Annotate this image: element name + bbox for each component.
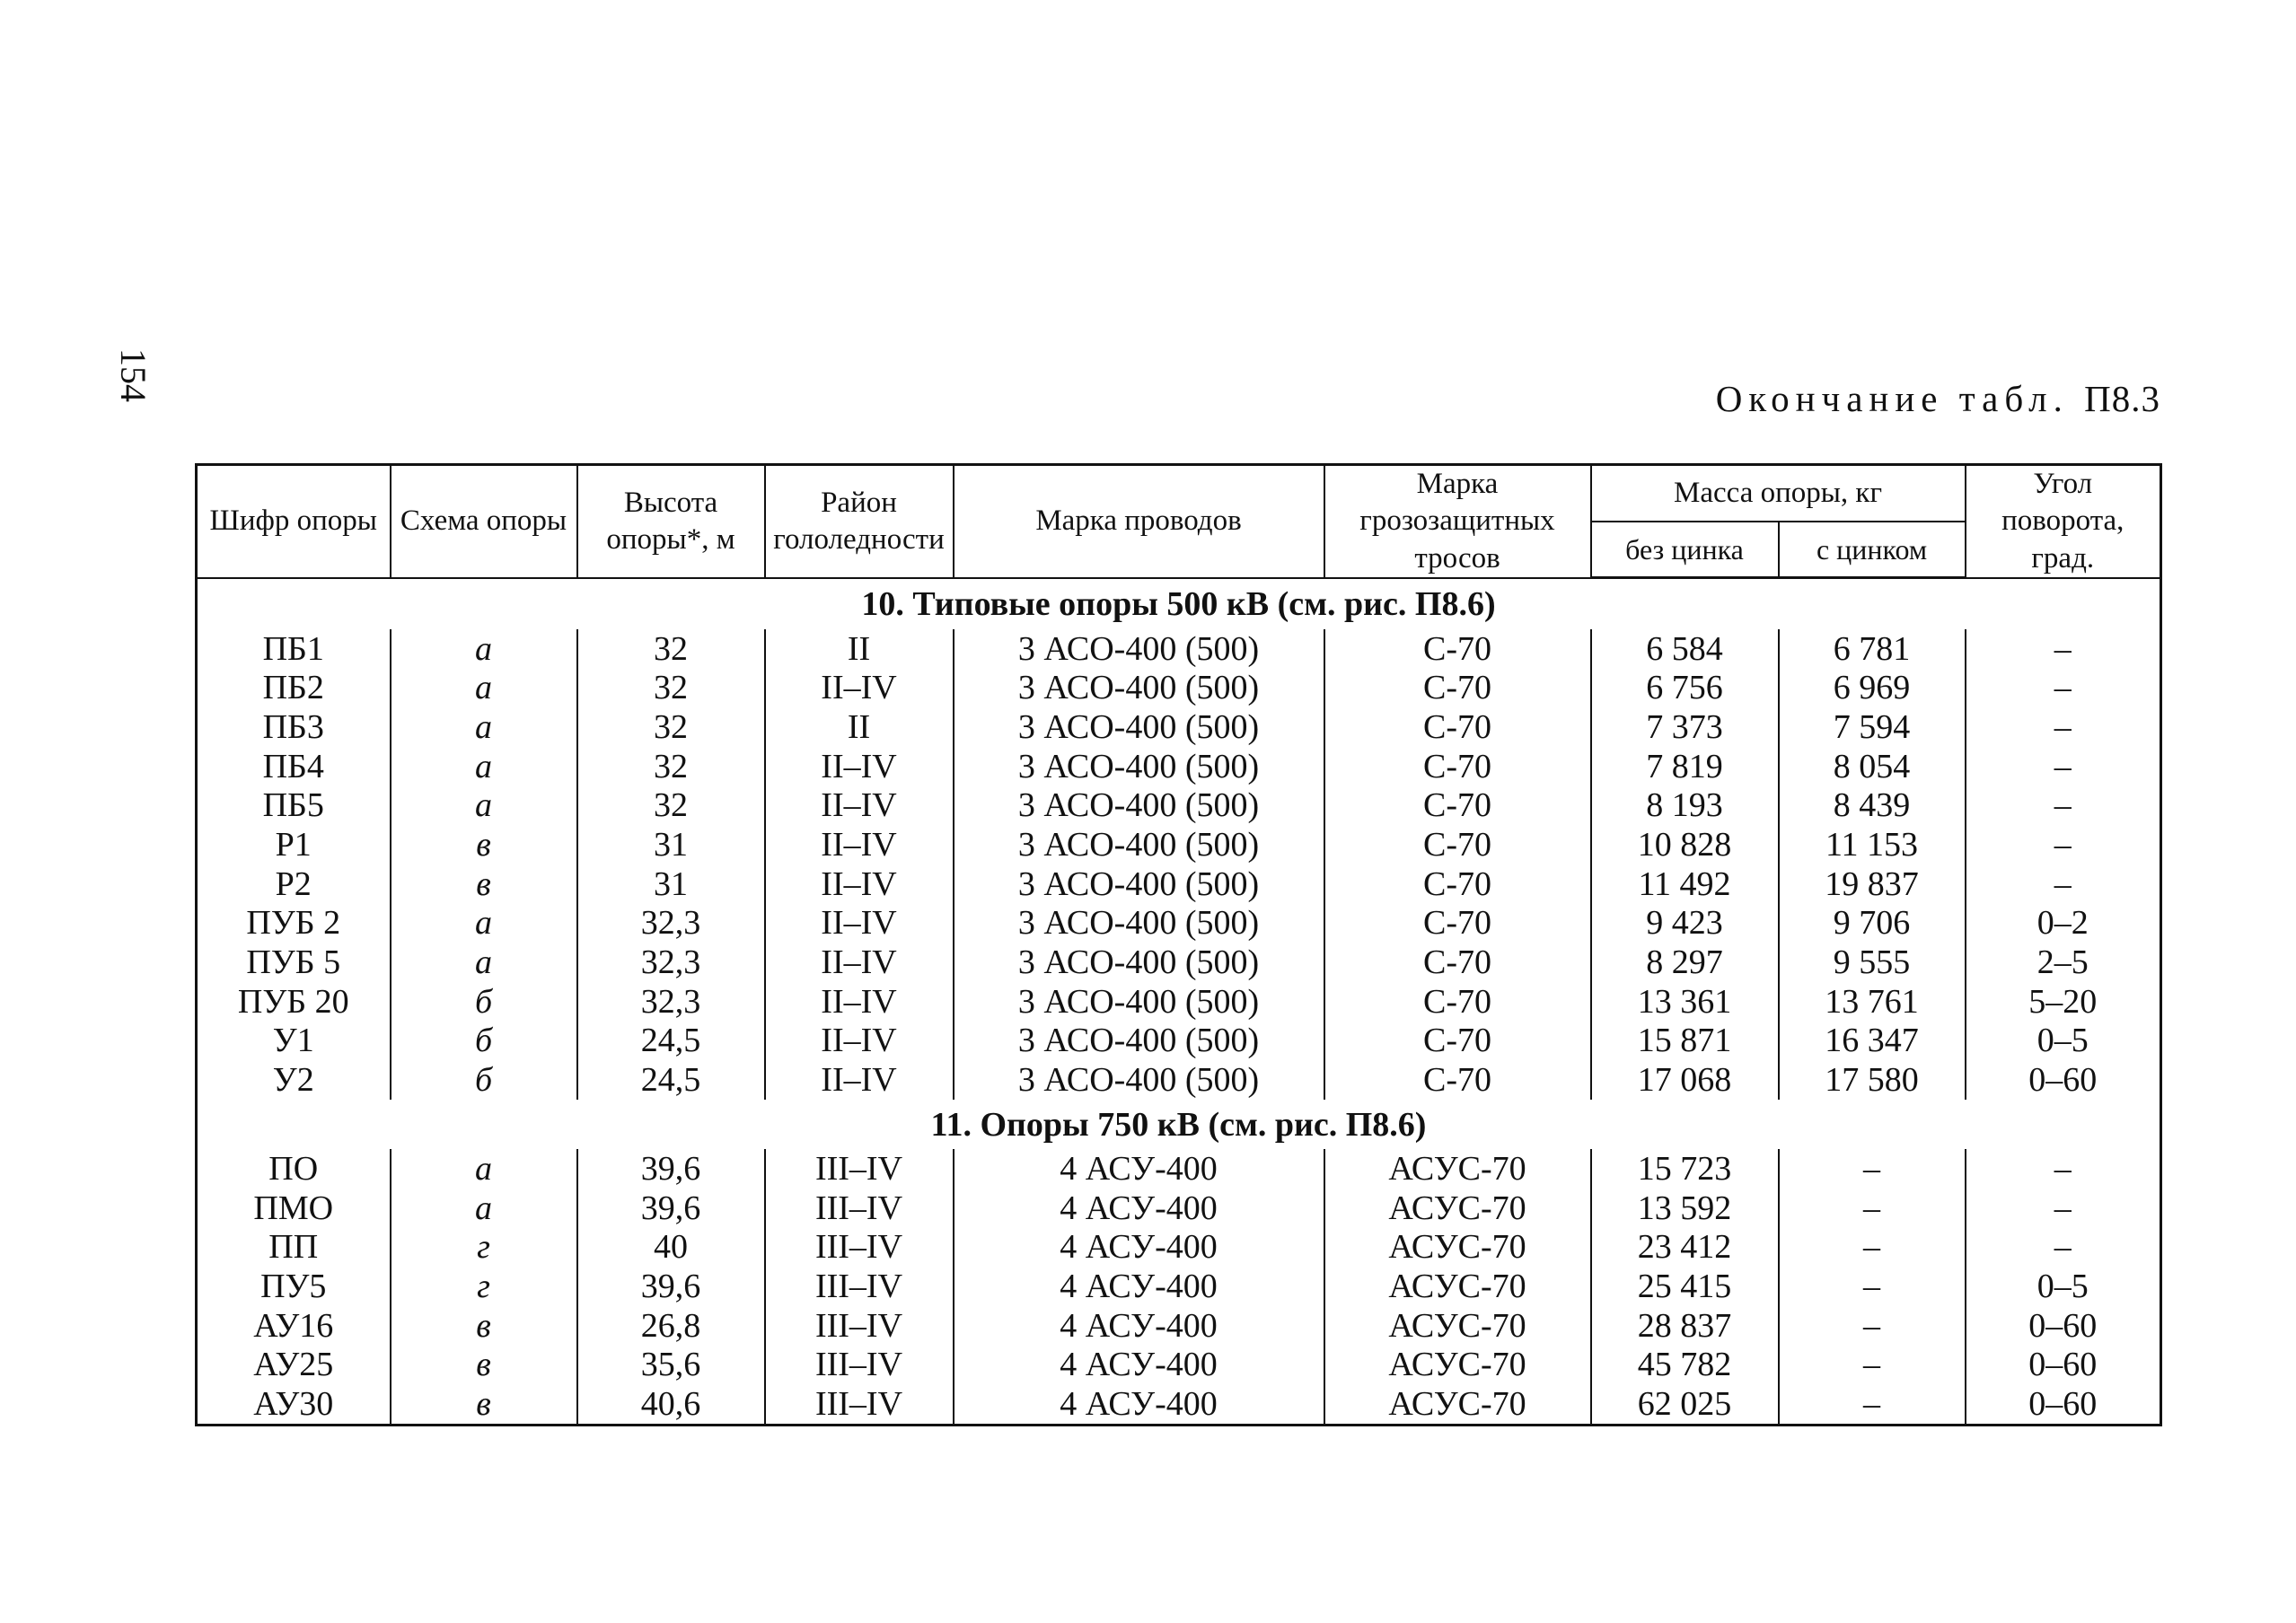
cell-ice-region: II	[765, 707, 954, 747]
cell-angle: –	[1966, 629, 2161, 669]
cell-height: 40,6	[577, 1384, 765, 1426]
cell-wire: 3 АСО-400 (500)	[954, 629, 1324, 669]
cell-mass-no-zinc: 62 025	[1591, 1384, 1779, 1426]
cell-angle: 0–60	[1966, 1384, 2161, 1426]
cell-wire: 3 АСО-400 (500)	[954, 1021, 1324, 1060]
cell-mass-no-zinc: 6 584	[1591, 629, 1779, 669]
cell-angle: –	[1966, 1228, 2161, 1268]
header-scheme: Схема опоры	[391, 465, 577, 578]
header-mass-no-zinc: без цинка	[1591, 522, 1779, 578]
cell-wire: 4 АСУ-400	[954, 1306, 1324, 1346]
cell-height: 32,3	[577, 903, 765, 943]
cell-ice-region: III–IV	[765, 1189, 954, 1228]
cell-ice-region: II–IV	[765, 668, 954, 707]
table-row	[197, 668, 2161, 707]
cell-height: 32	[577, 747, 765, 786]
cell-ice-region: II–IV	[765, 903, 954, 943]
cell-scheme: а	[391, 785, 577, 825]
cell-angle: –	[1966, 668, 2161, 707]
cell-ground-wire: С-70	[1324, 943, 1591, 982]
cell-mass-no-zinc: 13 361	[1591, 982, 1779, 1022]
cell-code: ПМО	[197, 1189, 391, 1228]
cell-ground-wire: АСУС-70	[1324, 1149, 1591, 1189]
table-row	[197, 943, 2161, 982]
cell-code: У1	[197, 1021, 391, 1060]
cell-wire: 3 АСО-400 (500)	[954, 825, 1324, 864]
cell-angle: 0–60	[1966, 1346, 2161, 1385]
cell-height: 24,5	[577, 1060, 765, 1100]
cell-mass-zinc: 9 706	[1779, 903, 1966, 943]
cell-mass-no-zinc: 23 412	[1591, 1228, 1779, 1268]
cell-code: ПБ5	[197, 785, 391, 825]
table-caption-number: П8.3	[2084, 378, 2160, 419]
cell-ground-wire: С-70	[1324, 707, 1591, 747]
table-row	[197, 825, 2161, 864]
cell-scheme: а	[391, 707, 577, 747]
section-title: 10. Типовые опоры 500 кВ (см. рис. П8.6)	[861, 585, 1496, 623]
cell-mass-zinc: –	[1779, 1384, 1966, 1426]
cell-code: ПБ1	[197, 629, 391, 669]
cell-scheme: б	[391, 1060, 577, 1100]
cell-ground-wire: С-70	[1324, 982, 1591, 1022]
cell-code: ПУБ 20	[197, 982, 391, 1022]
cell-height: 31	[577, 864, 765, 904]
cell-ice-region: III–IV	[765, 1306, 954, 1346]
supports-table	[195, 463, 2162, 1426]
cell-angle: 0–5	[1966, 1021, 2161, 1060]
cell-code: АУ16	[197, 1306, 391, 1346]
cell-code: ПУБ 2	[197, 903, 391, 943]
cell-angle: 5–20	[1966, 982, 2161, 1022]
cell-mass-zinc: 17 580	[1779, 1060, 1966, 1100]
cell-height: 32,3	[577, 943, 765, 982]
cell-wire: 4 АСУ-400	[954, 1149, 1324, 1189]
cell-wire: 3 АСО-400 (500)	[954, 668, 1324, 707]
cell-angle: 0–2	[1966, 903, 2161, 943]
cell-scheme: а	[391, 1149, 577, 1189]
cell-ground-wire: АСУС-70	[1324, 1384, 1591, 1426]
cell-mass-no-zinc: 7 373	[1591, 707, 1779, 747]
cell-code: АУ25	[197, 1346, 391, 1385]
cell-mass-zinc: 16 347	[1779, 1021, 1966, 1060]
cell-ground-wire: С-70	[1324, 1021, 1591, 1060]
table-row	[197, 864, 2161, 904]
cell-height: 35,6	[577, 1346, 765, 1385]
header-angle: Угол поворота, град.	[1966, 465, 2161, 578]
cell-angle: –	[1966, 785, 2161, 825]
cell-wire: 3 АСО-400 (500)	[954, 1060, 1324, 1100]
cell-wire: 3 АСО-400 (500)	[954, 864, 1324, 904]
table-header	[197, 465, 2161, 578]
cell-wire: 3 АСО-400 (500)	[954, 747, 1324, 786]
table-row	[197, 1021, 2161, 1060]
cell-scheme: а	[391, 1189, 577, 1228]
cell-mass-zinc: –	[1779, 1267, 1966, 1306]
table-row	[197, 1149, 2161, 1189]
cell-code: ПУ5	[197, 1267, 391, 1306]
cell-ground-wire: АСУС-70	[1324, 1306, 1591, 1346]
cell-ice-region: II–IV	[765, 785, 954, 825]
cell-height: 31	[577, 825, 765, 864]
cell-wire: 4 АСУ-400	[954, 1384, 1324, 1426]
header-wire: Марка проводов	[954, 465, 1324, 578]
table-body	[197, 578, 2161, 1426]
cell-wire: 3 АСО-400 (500)	[954, 785, 1324, 825]
cell-mass-zinc: 8 439	[1779, 785, 1966, 825]
cell-ice-region: III–IV	[765, 1149, 954, 1189]
cell-scheme: а	[391, 629, 577, 669]
cell-scheme: в	[391, 864, 577, 904]
cell-angle: –	[1966, 1189, 2161, 1228]
cell-height: 40	[577, 1228, 765, 1268]
cell-code: ПО	[197, 1149, 391, 1189]
cell-ground-wire: С-70	[1324, 864, 1591, 904]
cell-ice-region: II	[765, 629, 954, 669]
cell-code: ПБ3	[197, 707, 391, 747]
table-row	[197, 1267, 2161, 1306]
cell-height: 32	[577, 785, 765, 825]
cell-ground-wire: С-70	[1324, 1060, 1591, 1100]
table-row	[197, 982, 2161, 1022]
cell-code: Р2	[197, 864, 391, 904]
cell-ice-region: II–IV	[765, 864, 954, 904]
cell-angle: 0–60	[1966, 1306, 2161, 1346]
cell-ground-wire: АСУС-70	[1324, 1189, 1591, 1228]
cell-wire: 3 АСО-400 (500)	[954, 982, 1324, 1022]
cell-scheme: а	[391, 747, 577, 786]
header-mass-zinc: с цинком	[1779, 522, 1966, 578]
cell-mass-no-zinc: 15 871	[1591, 1021, 1779, 1060]
cell-ground-wire: АСУС-70	[1324, 1267, 1591, 1306]
cell-mass-no-zinc: 8 193	[1591, 785, 1779, 825]
cell-height: 39,6	[577, 1267, 765, 1306]
cell-height: 32	[577, 629, 765, 669]
table-row	[197, 1306, 2161, 1346]
cell-ground-wire: С-70	[1324, 629, 1591, 669]
cell-code: Р1	[197, 825, 391, 864]
cell-ground-wire: С-70	[1324, 825, 1591, 864]
cell-scheme: в	[391, 1346, 577, 1385]
page-number: 154	[113, 348, 154, 402]
cell-ground-wire: АСУС-70	[1324, 1228, 1591, 1268]
cell-mass-no-zinc: 17 068	[1591, 1060, 1779, 1100]
table-row	[197, 747, 2161, 786]
cell-scheme: а	[391, 943, 577, 982]
cell-angle: –	[1966, 864, 2161, 904]
cell-ground-wire: АСУС-70	[1324, 1346, 1591, 1385]
cell-mass-no-zinc: 28 837	[1591, 1306, 1779, 1346]
cell-mass-zinc: 19 837	[1779, 864, 1966, 904]
cell-scheme: г	[391, 1267, 577, 1306]
cell-code: ПП	[197, 1228, 391, 1268]
table-row	[197, 1228, 2161, 1268]
cell-mass-no-zinc: 8 297	[1591, 943, 1779, 982]
cell-code: ПБ2	[197, 668, 391, 707]
table-caption	[1716, 377, 2160, 420]
cell-mass-zinc: –	[1779, 1346, 1966, 1385]
cell-mass-no-zinc: 9 423	[1591, 903, 1779, 943]
cell-mass-zinc: –	[1779, 1306, 1966, 1346]
cell-mass-no-zinc: 25 415	[1591, 1267, 1779, 1306]
section-row	[197, 578, 2161, 629]
cell-angle: –	[1966, 707, 2161, 747]
table-row	[197, 1189, 2161, 1228]
cell-mass-no-zinc: 45 782	[1591, 1346, 1779, 1385]
cell-ice-region: II–IV	[765, 982, 954, 1022]
section-title: 11. Опоры 750 кВ (см. рис. П8.6)	[930, 1105, 1427, 1144]
table-row	[197, 707, 2161, 747]
table-row	[197, 629, 2161, 669]
cell-wire: 3 АСО-400 (500)	[954, 943, 1324, 982]
table-caption-prefix: Окончание табл.	[1715, 378, 2069, 419]
table-row	[197, 903, 2161, 943]
cell-ice-region: III–IV	[765, 1346, 954, 1385]
table-row	[197, 1384, 2161, 1426]
cell-scheme: в	[391, 1384, 577, 1426]
cell-mass-no-zinc: 13 592	[1591, 1189, 1779, 1228]
table-container	[195, 463, 2160, 1424]
cell-height: 32	[577, 668, 765, 707]
section-row	[197, 1100, 2161, 1149]
cell-angle: 2–5	[1966, 943, 2161, 982]
cell-ground-wire: С-70	[1324, 668, 1591, 707]
cell-mass-zinc: 9 555	[1779, 943, 1966, 982]
cell-mass-zinc: 6 969	[1779, 668, 1966, 707]
cell-angle: 0–5	[1966, 1267, 2161, 1306]
cell-wire: 4 АСУ-400	[954, 1228, 1324, 1268]
cell-mass-no-zinc: 7 819	[1591, 747, 1779, 786]
cell-mass-zinc: 11 153	[1779, 825, 1966, 864]
header-mass: Масса опоры, кг	[1591, 465, 1966, 522]
cell-ground-wire: С-70	[1324, 747, 1591, 786]
cell-angle: –	[1966, 747, 2161, 786]
cell-height: 26,8	[577, 1306, 765, 1346]
cell-scheme: а	[391, 903, 577, 943]
cell-height: 39,6	[577, 1189, 765, 1228]
cell-mass-zinc: 8 054	[1779, 747, 1966, 786]
cell-scheme: а	[391, 668, 577, 707]
cell-mass-zinc: –	[1779, 1228, 1966, 1268]
cell-code: У2	[197, 1060, 391, 1100]
table-row	[197, 1060, 2161, 1100]
cell-angle: –	[1966, 825, 2161, 864]
cell-mass-zinc: 6 781	[1779, 629, 1966, 669]
cell-angle: –	[1966, 1149, 2161, 1189]
cell-scheme: в	[391, 1306, 577, 1346]
cell-scheme: в	[391, 825, 577, 864]
cell-ice-region: II–IV	[765, 1021, 954, 1060]
table-row	[197, 785, 2161, 825]
cell-wire: 3 АСО-400 (500)	[954, 707, 1324, 747]
cell-height: 39,6	[577, 1149, 765, 1189]
header-ice-region: Район гололедности	[765, 465, 954, 578]
cell-wire: 4 АСУ-400	[954, 1267, 1324, 1306]
cell-ice-region: II–IV	[765, 943, 954, 982]
cell-scheme: б	[391, 1021, 577, 1060]
cell-ice-region: II–IV	[765, 1060, 954, 1100]
cell-mass-zinc: –	[1779, 1189, 1966, 1228]
cell-mass-zinc: 7 594	[1779, 707, 1966, 747]
cell-ice-region: II–IV	[765, 825, 954, 864]
table-row	[197, 1346, 2161, 1385]
cell-wire: 3 АСО-400 (500)	[954, 903, 1324, 943]
header-code: Шифр опоры	[197, 465, 391, 578]
cell-mass-zinc: 13 761	[1779, 982, 1966, 1022]
cell-height: 24,5	[577, 1021, 765, 1060]
cell-code: ПБ4	[197, 747, 391, 786]
cell-angle: 0–60	[1966, 1060, 2161, 1100]
cell-wire: 4 АСУ-400	[954, 1346, 1324, 1385]
header-ground-wire: Марка грозозащитных тросов	[1324, 465, 1591, 578]
cell-height: 32,3	[577, 982, 765, 1022]
cell-mass-no-zinc: 10 828	[1591, 825, 1779, 864]
cell-ice-region: III–IV	[765, 1267, 954, 1306]
cell-mass-no-zinc: 6 756	[1591, 668, 1779, 707]
cell-height: 32	[577, 707, 765, 747]
cell-mass-zinc: –	[1779, 1149, 1966, 1189]
cell-mass-no-zinc: 15 723	[1591, 1149, 1779, 1189]
cell-wire: 4 АСУ-400	[954, 1189, 1324, 1228]
cell-mass-no-zinc: 11 492	[1591, 864, 1779, 904]
cell-ice-region: III–IV	[765, 1228, 954, 1268]
header-height: Высота опоры*, м	[577, 465, 765, 578]
cell-ground-wire: С-70	[1324, 903, 1591, 943]
cell-code: ПУБ 5	[197, 943, 391, 982]
cell-scheme: г	[391, 1228, 577, 1268]
cell-ground-wire: С-70	[1324, 785, 1591, 825]
cell-code: АУ30	[197, 1384, 391, 1426]
cell-scheme: б	[391, 982, 577, 1022]
cell-ice-region: III–IV	[765, 1384, 954, 1426]
cell-ice-region: II–IV	[765, 747, 954, 786]
